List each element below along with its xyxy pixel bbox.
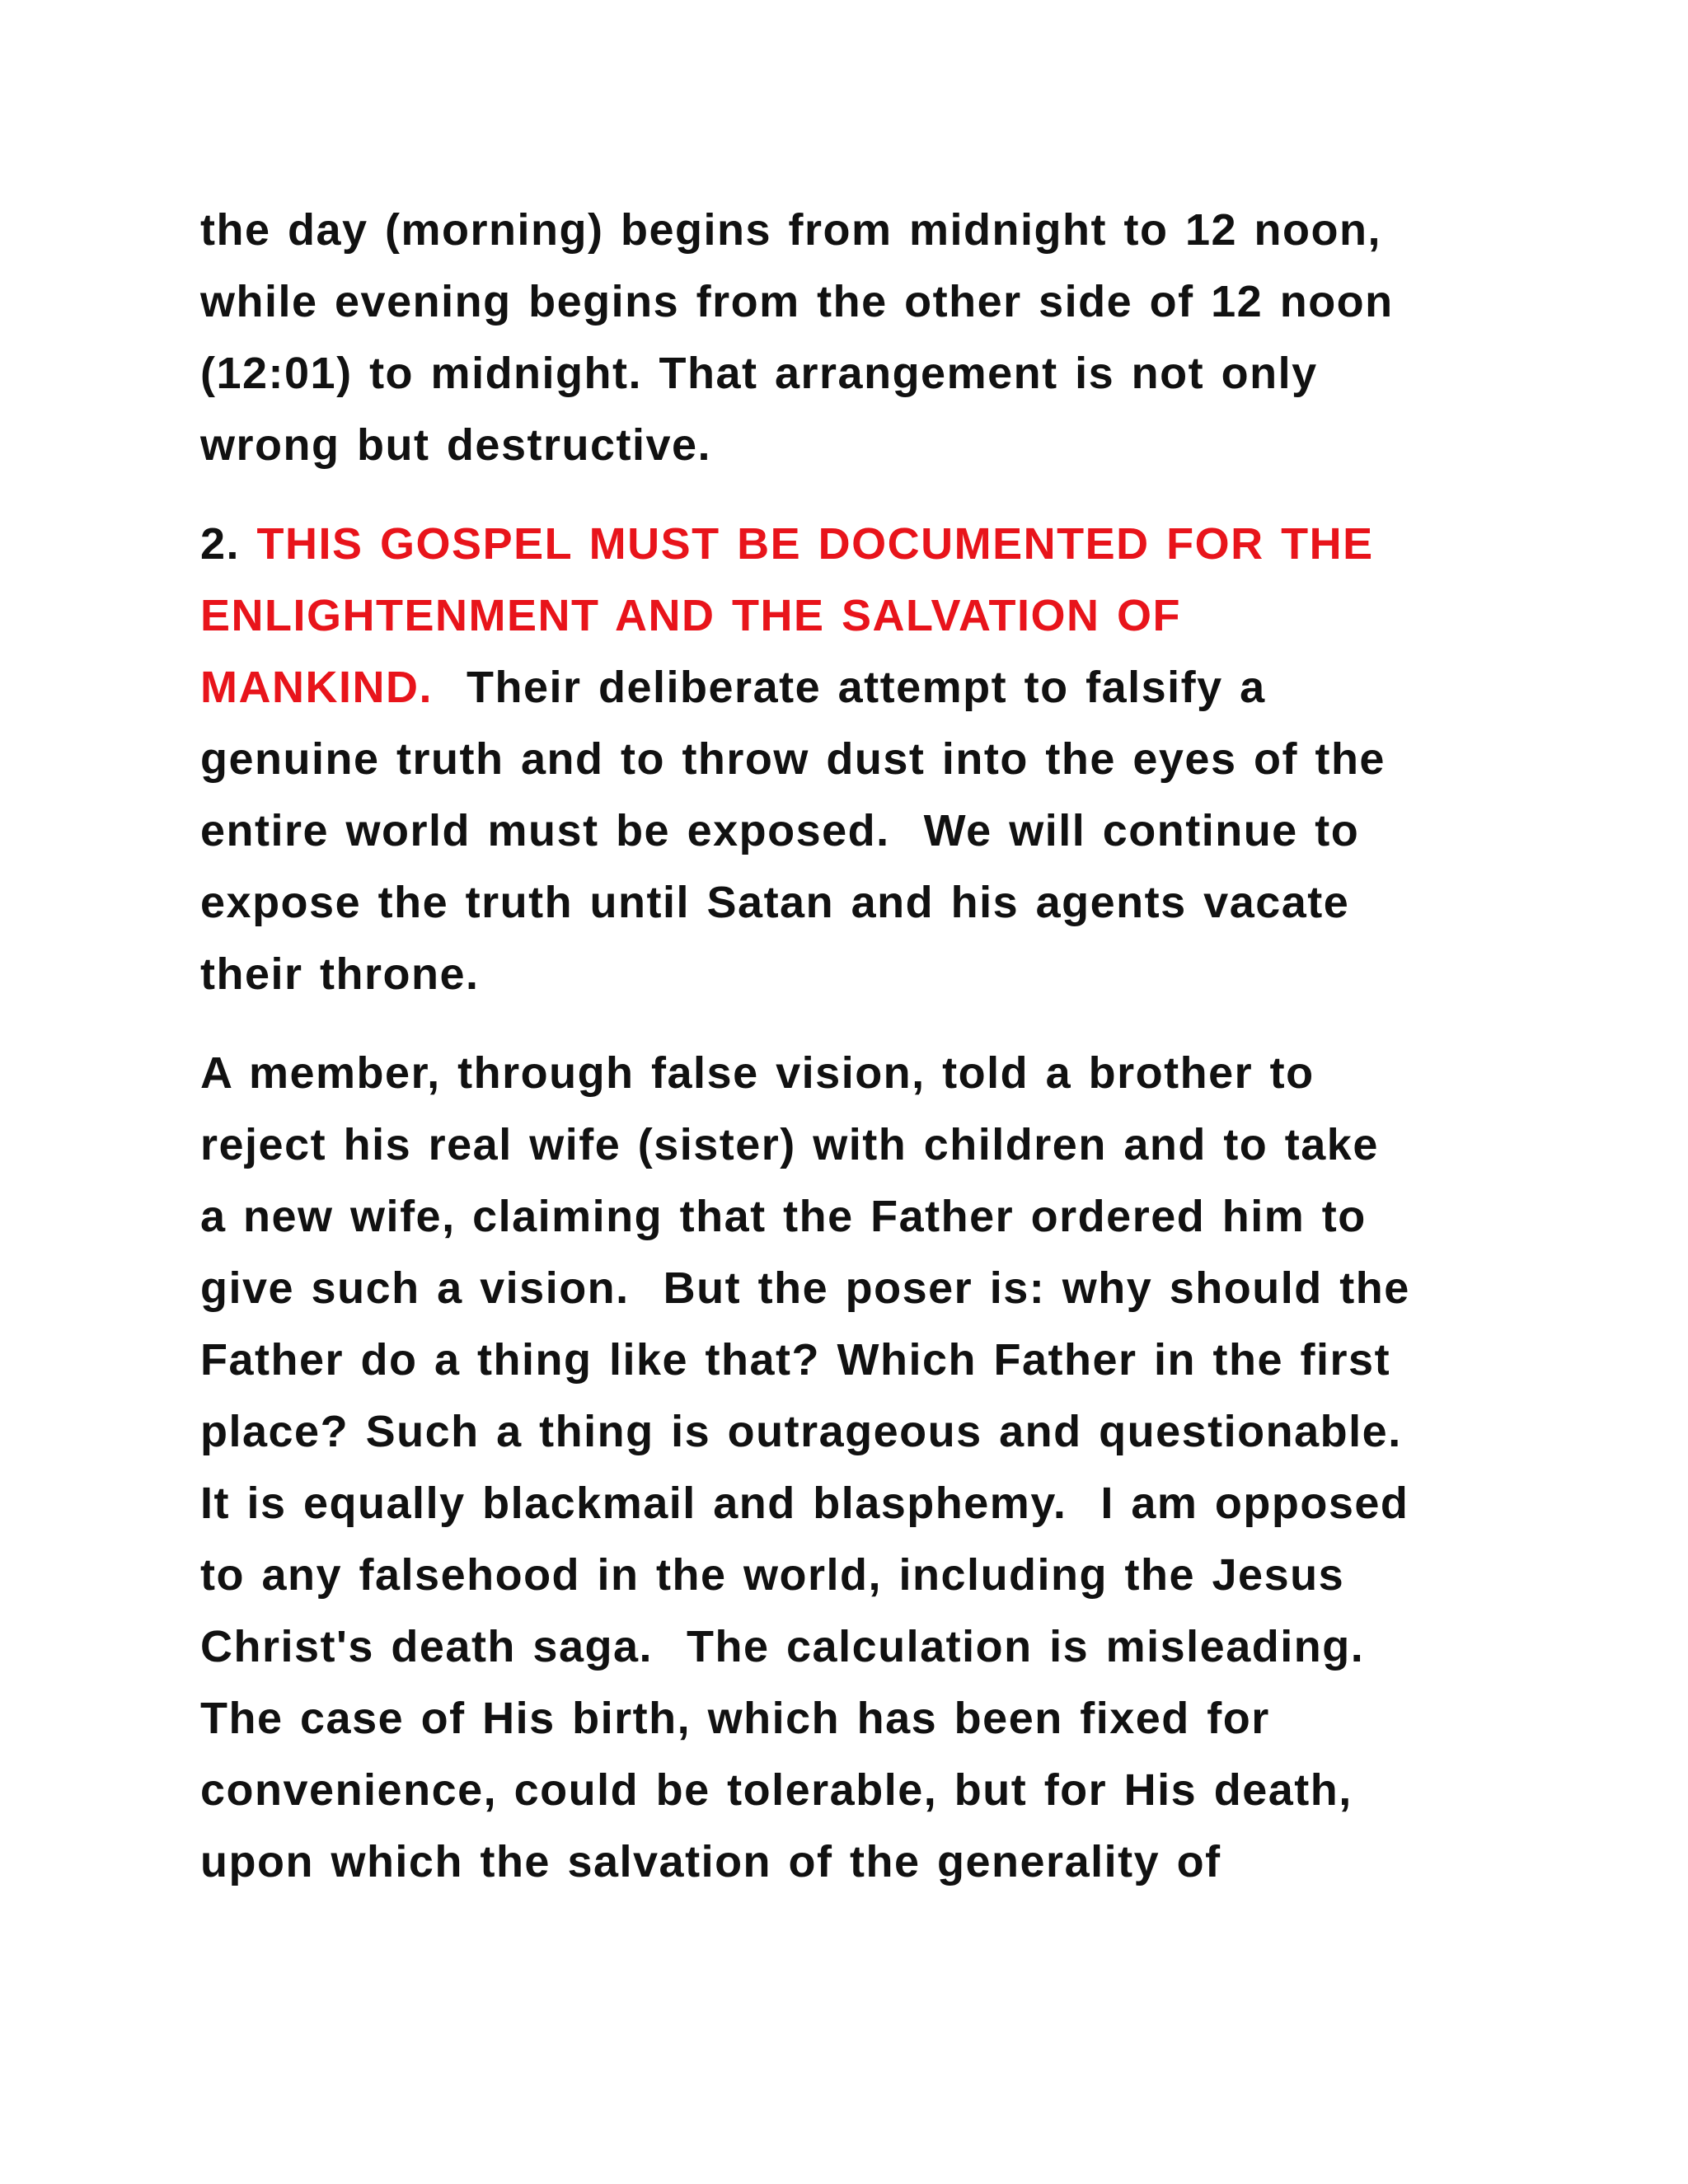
paragraph xyxy=(200,194,1519,481)
text-line xyxy=(200,1468,1519,1540)
body-text: reject his real wife (sister) with children and to take xyxy=(200,1120,1379,1169)
text-line xyxy=(200,867,1519,939)
text-line xyxy=(200,652,1519,724)
body-text: 2. xyxy=(200,519,257,569)
highlighted-text: MANKIND. xyxy=(200,663,433,712)
text-line xyxy=(200,509,1519,580)
body-text: their throne. xyxy=(200,949,480,999)
highlighted-text: ENLIGHTENMENT AND THE SALVATION OF xyxy=(200,591,1181,640)
body-text: while evening begins from the other side of 12 noon xyxy=(200,277,1394,326)
text-line xyxy=(200,1324,1519,1396)
body-text: wrong but destructive. xyxy=(200,420,712,470)
text-line xyxy=(200,410,1519,481)
text-line xyxy=(200,1181,1519,1253)
paragraph xyxy=(200,1038,1519,1898)
text-line xyxy=(200,1109,1519,1181)
body-text: A member, through false vision, told a brother to xyxy=(200,1048,1315,1098)
body-text: place? Such a thing is outrageous and questionable. xyxy=(200,1407,1402,1456)
text-line xyxy=(200,1826,1519,1898)
text-line xyxy=(200,1253,1519,1324)
highlighted-text: THIS GOSPEL MUST BE DOCUMENTED FOR THE xyxy=(256,519,1374,569)
paragraph xyxy=(200,509,1519,1010)
body-text: It is equally blackmail and blasphemy. I am opposed xyxy=(200,1479,1409,1528)
text-line xyxy=(200,724,1519,795)
body-text: The case of His birth, which has been fixed for xyxy=(200,1694,1270,1743)
body-text: upon which the salvation of the generality of xyxy=(200,1837,1221,1886)
text-line xyxy=(200,939,1519,1010)
body-text: Father do a thing like that? Which Father in the first xyxy=(200,1335,1391,1385)
body-text: Their deliberate attempt to falsify a xyxy=(432,663,1266,712)
text-line xyxy=(200,266,1519,338)
body-text: the day (morning) begins from midnight to 12 noon, xyxy=(200,205,1381,255)
body-text: entire world must be exposed. We will continue to xyxy=(200,806,1360,855)
text-line xyxy=(200,795,1519,867)
text-line xyxy=(200,338,1519,410)
text-line xyxy=(200,1396,1519,1468)
body-text: convenience, could be tolerable, but for His death, xyxy=(200,1765,1353,1815)
text-line xyxy=(200,1683,1519,1755)
text-line xyxy=(200,1755,1519,1826)
text-line xyxy=(200,1038,1519,1109)
body-text: Christ's death saga. The calculation is misleading. xyxy=(200,1622,1365,1671)
body-text: (12:01) to midnight. That arrangement is not only xyxy=(200,349,1318,398)
text-line xyxy=(200,1540,1519,1611)
text-line xyxy=(200,580,1519,652)
body-text: a new wife, claiming that the Father ordered him to xyxy=(200,1192,1367,1241)
body-text: give such a vision. But the poser is: why should the xyxy=(200,1263,1410,1313)
body-text: to any falsehood in the world, including the Jesus xyxy=(200,1550,1345,1600)
text-line xyxy=(200,194,1519,266)
body-text: expose the truth until Satan and his agents vacate xyxy=(200,878,1350,927)
body-text: genuine truth and to throw dust into the eyes of the xyxy=(200,734,1386,784)
text-line xyxy=(200,1611,1519,1683)
